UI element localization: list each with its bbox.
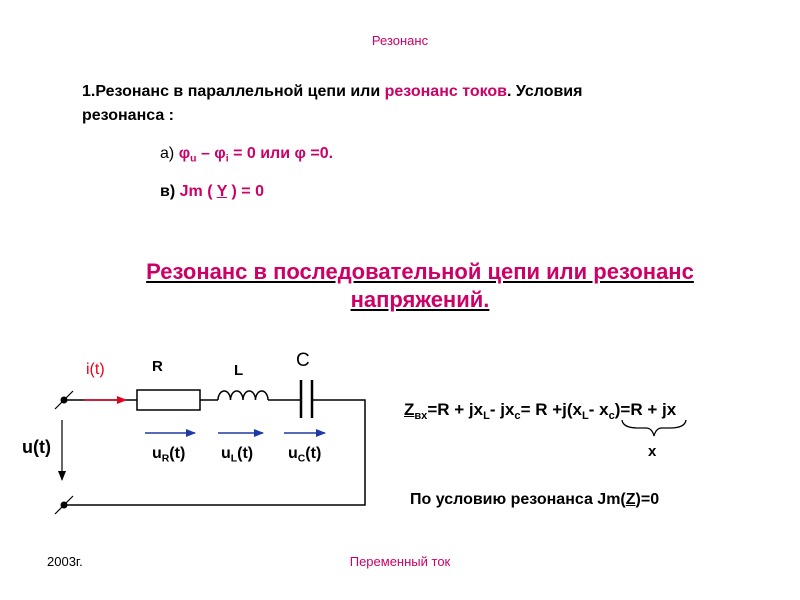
resonance-z: Z <box>625 491 636 508</box>
z-symbol: Z <box>404 400 415 419</box>
formula-sub-c: c <box>514 409 521 422</box>
uc-base: u <box>288 445 298 462</box>
formula-part2: - jx <box>489 400 515 419</box>
ul-t: (t) <box>237 445 254 462</box>
parallel-resonance-line2: резонанса : <box>82 107 174 124</box>
ur-sub: R <box>161 453 170 465</box>
phase-equation-rest: = 0 или φ =0. <box>228 145 334 162</box>
open-paren: ( <box>202 183 217 200</box>
minus-sign: – <box>196 145 215 162</box>
formula-part4: - x <box>588 400 609 419</box>
capacitor-voltage-label <box>288 445 321 465</box>
phi-sub-u: u <box>190 153 197 165</box>
resonance-jm: Jm( <box>597 491 626 508</box>
inductor-voltage-label <box>221 445 253 465</box>
formula-sub-l: L <box>483 409 490 422</box>
footer-year: 2003г. <box>47 554 83 569</box>
condition-a-label: а) <box>160 145 175 162</box>
line1-prefix: 1.Резонанс в параллельной цепи или <box>82 83 385 100</box>
formula-part3: = R +j(x <box>520 400 582 419</box>
inductor-symbol <box>218 391 268 400</box>
line1-suffix: . Условия <box>507 83 583 100</box>
formula-sub-l2: L <box>581 409 589 422</box>
capacitor-symbol <box>301 380 312 418</box>
condition-b-label: в) <box>160 183 176 200</box>
admittance-rest: ) = 0 <box>227 183 264 200</box>
inductor-label: L <box>234 362 244 379</box>
ul-base: u <box>221 445 231 462</box>
terminal-bottom <box>61 502 68 509</box>
resistor-voltage-label <box>152 445 185 465</box>
ur-t: (t) <box>169 445 186 462</box>
jm-text: Jm <box>179 183 203 200</box>
current-label: i(t) <box>86 361 105 378</box>
phi-symbol-2: φ <box>214 145 226 162</box>
ul-sub: L <box>230 453 238 465</box>
heading-line1: Резонанс в последовательной цепи или резонанс <box>146 259 694 284</box>
formula-part5: )=R + jx <box>614 400 677 419</box>
heading-line2: напряжений. <box>350 287 490 312</box>
reactance-x-label: x <box>648 443 657 460</box>
formula-part1: =R + jx <box>427 400 484 419</box>
resistor-label: R <box>152 358 163 375</box>
terminal-top <box>61 397 68 404</box>
phi-sub-i: i <box>225 153 229 165</box>
capacitor-label: C <box>296 350 310 371</box>
resonance-rest: )=0 <box>635 491 660 508</box>
ur-base: u <box>152 445 162 462</box>
admittance-y: Y <box>216 183 228 200</box>
uc-t: (t) <box>305 445 322 462</box>
phi-symbol: φ <box>178 145 191 162</box>
impedance-formula <box>404 400 676 422</box>
uc-sub: C <box>297 453 306 465</box>
resistor-symbol <box>137 390 200 410</box>
resonance-condition-text: По условию резонанса <box>410 491 598 508</box>
resonance-condition <box>410 491 659 509</box>
slide-title: Резонанс <box>371 33 429 48</box>
footer-topic: Переменный ток <box>349 554 451 569</box>
reactance-brace <box>622 420 686 436</box>
source-voltage-label: u(t) <box>22 437 51 457</box>
formula-sub-c2: c <box>608 409 615 422</box>
current-resonance-highlight: резонанс токов <box>384 83 507 100</box>
z-sub: вх <box>414 409 428 422</box>
